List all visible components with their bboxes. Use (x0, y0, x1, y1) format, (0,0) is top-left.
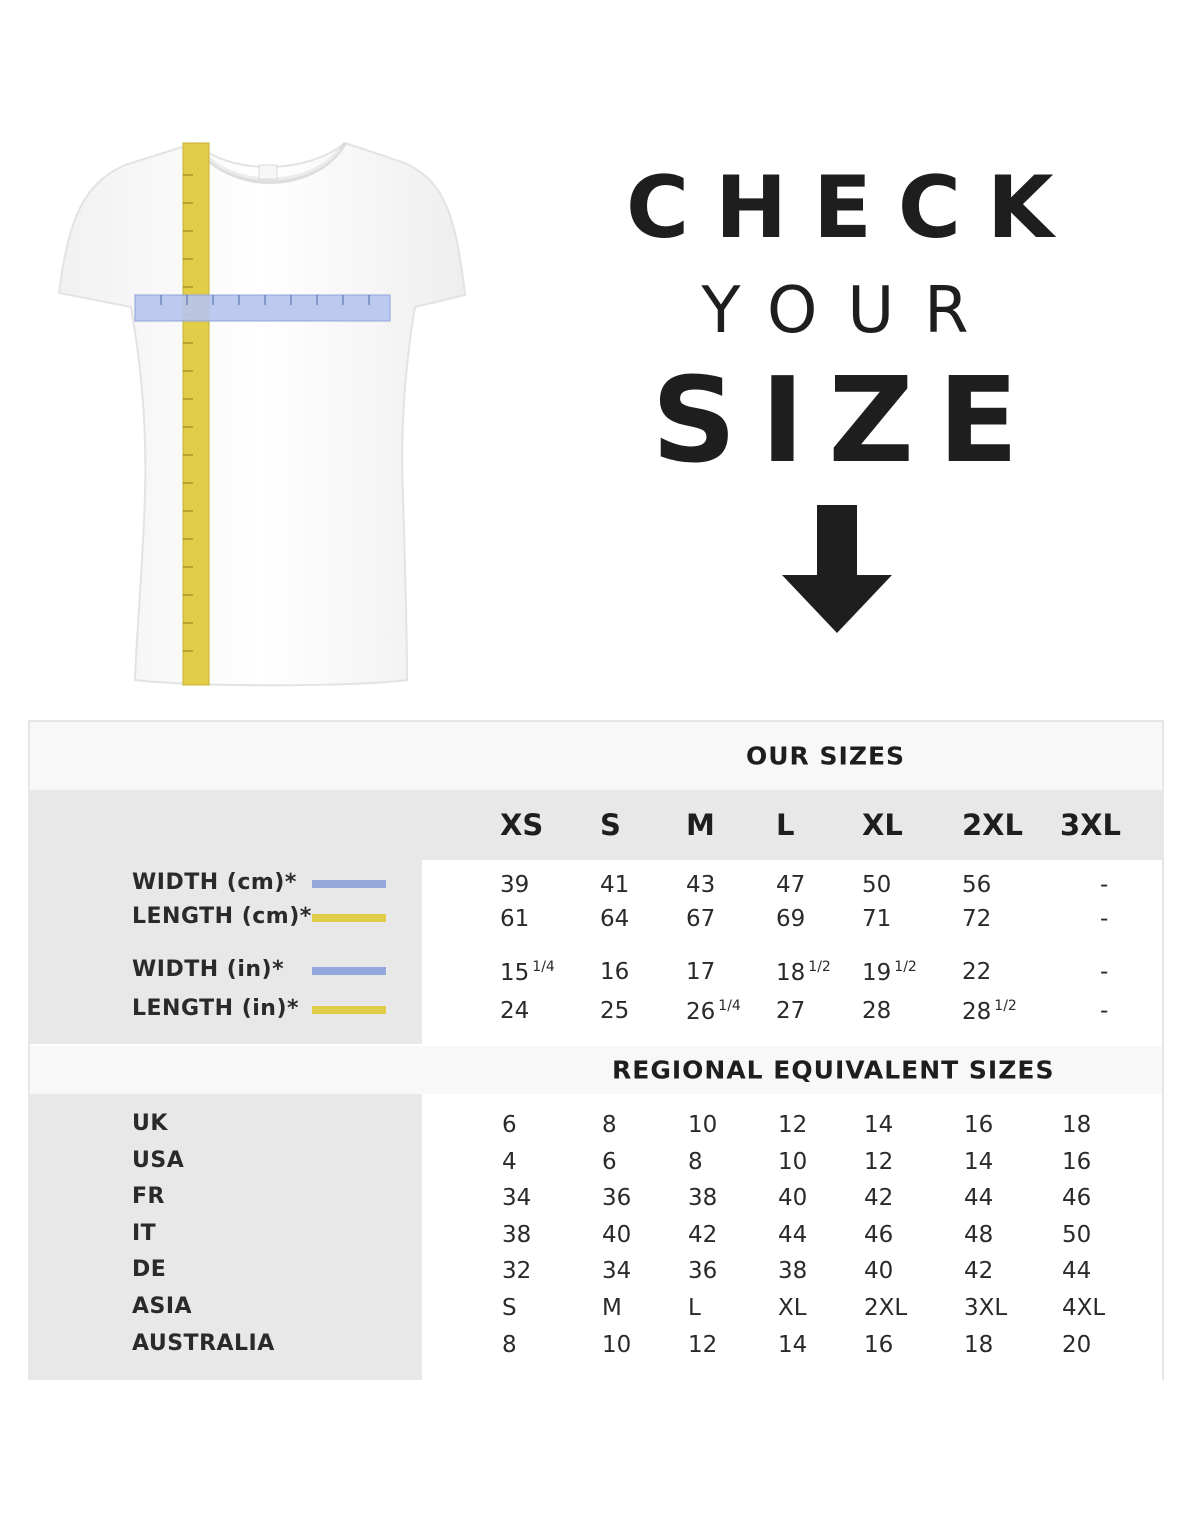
region-value-cell: M (602, 1295, 622, 1321)
measure-value-cell: 27 (776, 998, 806, 1024)
region-value-cell: 10 (778, 1148, 808, 1175)
size-header-2xl: 2XL (962, 808, 1024, 842)
region-label-uk: UK (132, 1111, 168, 1136)
our-sizes-title: OUR SIZES (746, 741, 906, 771)
measure-value-cell: - (1100, 959, 1109, 985)
region-label-australia: AUSTRALIA (132, 1330, 275, 1356)
size-header-m: M (686, 808, 715, 842)
measure-value-cell: 64 (600, 906, 630, 932)
measure-value-cell: 25 (600, 998, 630, 1024)
our-sizes-title-band (30, 722, 1162, 790)
measure-value-cell: 18 $^{1/2}$ (776, 959, 831, 986)
region-value-cell: 40 (778, 1185, 808, 1212)
region-value-cell: 12 (864, 1148, 894, 1175)
region-value-cell: 50 (1062, 1221, 1092, 1248)
regional-title: REGIONAL EQUIVALENT SIZES (612, 1055, 1055, 1085)
region-value-cell: 16 (1062, 1148, 1092, 1175)
region-value-cell: 40 (864, 1258, 894, 1285)
region-value-cell: 16 (864, 1331, 894, 1358)
region-value-cell: 3XL (964, 1295, 1008, 1321)
region-value-cell: 18 (1062, 1112, 1092, 1138)
region-value-cell: 40 (602, 1221, 632, 1248)
size-header-xl: XL (862, 808, 903, 842)
measure-value-cell: 28 (862, 998, 892, 1024)
region-value-cell: 10 (602, 1331, 632, 1358)
measure-row-label: LENGTH (cm)* (132, 904, 312, 929)
region-value-cell: 42 (688, 1221, 718, 1248)
region-value-cell: 6 (602, 1148, 617, 1175)
measure-value-cell: 56 (962, 872, 992, 898)
region-value-cell: 10 (688, 1112, 718, 1138)
measure-value-cell: 15 $^{1/4}$ (500, 959, 555, 986)
measure-value-cell: - (1100, 998, 1109, 1024)
region-label-it: IT (132, 1220, 157, 1246)
measure-value-cell: 69 (776, 906, 806, 932)
region-value-cell: 34 (502, 1185, 532, 1212)
measure-value-cell: 72 (962, 906, 992, 932)
region-value-cell: 16 (964, 1112, 994, 1138)
tshirt-icon (55, 135, 475, 695)
region-value-cell: 12 (778, 1112, 808, 1138)
region-label-de: DE (132, 1257, 167, 1283)
check-your-size-heading (600, 158, 1080, 489)
region-value-cell: 48 (964, 1221, 994, 1248)
measure-row-label: LENGTH (in)* (132, 996, 300, 1021)
tshirt-measure-illustration (55, 135, 475, 695)
region-value-cell: 38 (688, 1185, 718, 1212)
heading-line-check: CHECK (626, 158, 1080, 258)
heading-line-your: YOUR (701, 274, 999, 348)
region-value-cell: 14 (864, 1112, 894, 1138)
region-value-cell: 8 (688, 1148, 703, 1175)
heading-line-size: SIZE (651, 351, 1043, 489)
measure-value-cell: 43 (686, 872, 716, 898)
region-value-cell: 44 (964, 1185, 994, 1212)
measure-value-cell: 67 (686, 906, 716, 932)
region-value-cell: 6 (502, 1112, 517, 1138)
measure-value-cell: - (1100, 872, 1109, 898)
region-value-cell: 20 (1062, 1331, 1092, 1358)
region-value-cell: XL (778, 1295, 807, 1321)
region-label-asia: ASIA (132, 1294, 193, 1319)
size-header-s: S (600, 808, 621, 842)
region-value-cell: 38 (502, 1221, 532, 1248)
region-value-cell: 36 (688, 1258, 718, 1285)
size-chart-table (28, 720, 1164, 1380)
region-value-cell: 46 (864, 1221, 894, 1248)
size-header-xs: XS (500, 808, 544, 842)
region-value-cell: 14 (964, 1148, 994, 1175)
region-value-cell: L (688, 1295, 701, 1321)
size-header-l: L (776, 808, 795, 842)
measure-row-label: WIDTH (cm)* (132, 870, 297, 895)
measure-value-cell: 26 $^{1/4}$ (686, 998, 741, 1025)
region-value-cell: 34 (602, 1258, 632, 1285)
measure-value-cell: 28 $^{1/2}$ (962, 998, 1017, 1025)
region-value-cell: 8 (502, 1331, 517, 1358)
region-value-cell: 46 (1062, 1185, 1092, 1212)
measure-value-cell: 39 (500, 872, 530, 898)
region-value-cell: 42 (964, 1258, 994, 1285)
width-swatch (312, 880, 386, 888)
measure-row-label: WIDTH (in)* (132, 957, 285, 982)
region-value-cell: 18 (964, 1331, 994, 1358)
down-arrow-icon (782, 505, 892, 633)
measure-value-cell: - (1100, 906, 1109, 932)
region-value-cell: 12 (688, 1331, 718, 1358)
width-swatch (312, 967, 386, 975)
measure-value-cell: 50 (862, 872, 892, 898)
region-value-cell: 2XL (864, 1295, 908, 1321)
region-value-cell: 44 (1062, 1258, 1092, 1285)
region-value-cell: 8 (602, 1112, 617, 1138)
region-value-cell: 14 (778, 1331, 808, 1358)
length-swatch (312, 914, 386, 922)
measure-value-cell: 19 $^{1/2}$ (862, 959, 917, 986)
region-value-cell: 44 (778, 1221, 808, 1248)
length-swatch (312, 1006, 386, 1014)
measure-value-cell: 22 (962, 959, 992, 985)
region-value-cell: S (502, 1295, 517, 1321)
measure-value-cell: 17 (686, 959, 716, 985)
region-label-usa: USA (132, 1147, 185, 1173)
region-value-cell: 4XL (1062, 1295, 1106, 1321)
region-value-cell: 4 (502, 1148, 517, 1175)
measure-value-cell: 61 (500, 906, 530, 932)
measure-value-cell: 16 (600, 959, 630, 985)
measure-value-cell: 71 (862, 906, 892, 932)
regional-title-band (30, 1046, 1162, 1094)
region-value-cell: 32 (502, 1258, 532, 1285)
size-header-3xl: 3XL (1060, 808, 1122, 842)
measure-value-cell: 24 (500, 998, 530, 1024)
measure-value-cell: 41 (600, 872, 630, 898)
region-value-cell: 36 (602, 1185, 632, 1212)
region-label-fr: FR (132, 1184, 165, 1210)
region-value-cell: 38 (778, 1258, 808, 1285)
region-value-cell: 42 (864, 1185, 894, 1212)
measure-value-cell: 47 (776, 872, 806, 898)
